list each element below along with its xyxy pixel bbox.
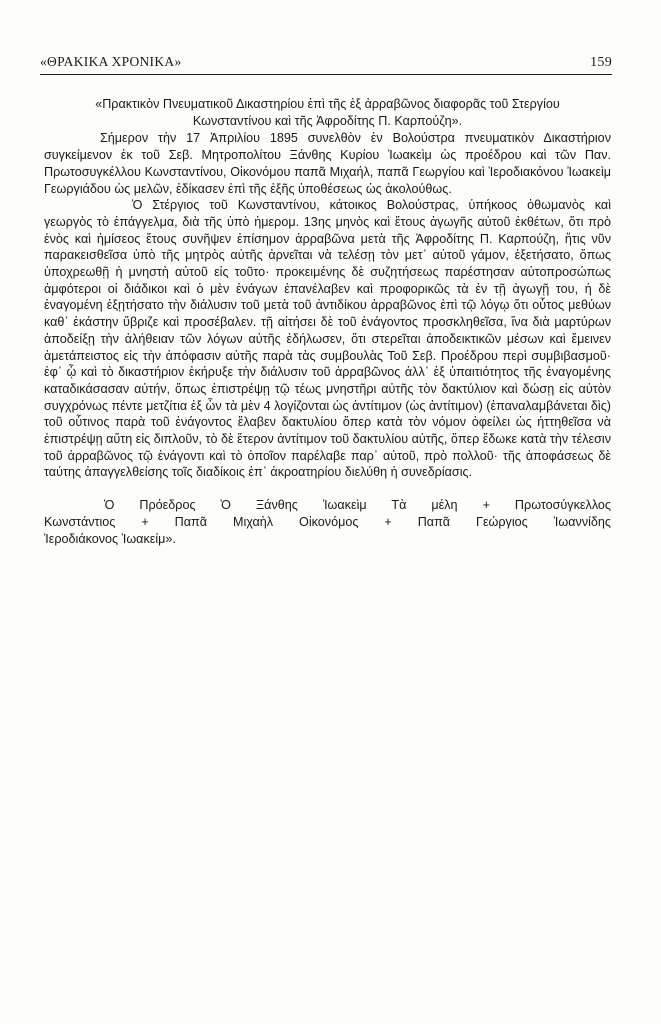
header-rule bbox=[40, 74, 612, 75]
paragraph-1: Σήμερον τὴν 17 Ἀπριλίου 1895 συνελθὸν ἐν Βολούστρα πνευματικὸν Δικαστήριον συγκείμενον ἐκ τοῦ Σεβ. Μητροπολίτου Ξάνθης Κυρίου Ἰωακεὶμ ὡς προέδρου καὶ τῶν Παν. Πρωτοσυγκέλλου Κωνσταντίνου, Οἰκονόμου παπᾶ Μιχαήλ, παπᾶ Γεωργίου καὶ Ἱεροδιακόνου Ἰωακεὶμ Γεωργιάδου ὡς μελῶν, ἐδίκασεν ἐπὶ τῆς ἑξῆς ὑποθέσεως ὡς ἀκολούθως. bbox=[44, 131, 611, 196]
paragraph-2: Ὁ Στέργιος τοῦ Κωνσταντίνου, κάτοικος Βολούστρας, ὑπήκοος ὀθωμανὸς καὶ γεωργὸς τὸ ἐπάγγελμα, διὰ τῆς ὑπὸ ἡμερομ. 13ης μηνὸς καὶ ἔτους ἀγωγῆς αὐτοῦ ἐκθέτων, ὅτι πρὸ ἑνὸς καὶ ἡμίσεος ἔτους συνῆψεν ἐπίσημον ἀρραβῶνα μετὰ τῆς Ἀφροδίτης Π. Καρπούζη, ἥτις νῦν παρακεισθεῖσα ὑπὸ τῆς μητρὸς αὐτῆς ἀρνεῖται νὰ τελέσῃ τὸν μετ᾿ αὐτοῦ γάμον, ἐξετήσατο, ὅπως ὑποχρεωθῇ ἡ μνηστὴ αὐτοῦ εἰς τοῦτο· προκειμένης δὲ συζητήσεως παρέστησαν αὐτοπροσώπως ἀμφότεροι οἱ διάδικοι καὶ ὁ μὲν ἐνάγων ἐπανέλαβεν καὶ προφορικῶς τὰ ἐν τῇ ἀγωγῇ του, ἡ δὲ ἐναγομένη ἐξῃτήσατο τὴν διάλυσιν τοῦ μετὰ τοῦ ἀντιδίκου ἀρραβῶνος ἐπὶ τῷ λόγῳ ὅτι οὗτος μεθύων καθ᾿ ἑκάστην ὕβριζε καὶ προσέβαλεν. τῇ αἰτήσει δὲ τοῦ ἐνάγοντος προσκληθεῖσα, ἵνα διὰ μαρτύρων ἀποδείξῃ τὴν ἀλήθειαν τῶν λόγων αὐτῆς ἐδήλωσεν, ὅτι στερεῖται ἀποδεικτικῶν μέσων καὶ ἔμεινεν ἀμετάπειστος εἰς τὴν ἀπόφασιν αὐτῆς παρὰ τὰς συμβουλὰς Τοῦ Σεβ. Προέδρου περὶ συμβιβασμοῦ· ἐφ᾿ ᾧ καὶ τὸ δικαστήριον ἐκήρυξε τὴν διάλυσιν τοῦ ἀρραβῶνος ἀλλ᾿ ἐξ ὑπαιτιότητος τῆς ἐναγομένης καταδικάσασαν αὐτήν, ὅπως ἐπιστρέψῃ τῷ τέως μνηστῆρι αὐτῆς τὸν δακτύλιον καὶ δώσῃ εἰς αὐτὸν συγχρόνως πέντε μετζίτια ἐξ ὧν τὰ μὲν 4 λογίζονται ὡς ἀντίτιμον (ὡς ἀντίτιμον) (ἐπαναλαμβάνεται δὶς) τοῦ οὗτινος παρὰ τοῦ ἐνάγοντος ἔλαβεν δακτυλίου ὅπερ κατὰ τὸν νόμον ὀφείλει ὡς ἡττηθεῖσα νὰ ἐπιστρέψῃ αὕτη εἰς διπλοῦν, τὸ δὲ ἕτερον ἀντίτιμον τοῦ δακτυλίου αὐτῆς, ὅπερ ἔδωκε κατὰ τὴν τέλεσιν τοῦ ἀρραβῶνος τῷ ἐνάγοντι καὶ τὸ ὁποῖον παρέλαβε παρ᾿ αὐτοῦ, πρὸ πολλοῦ· τῆς ἀποφάσεως δὲ ταύτης ἀπαγγελθείσης τοῖς διαδίκοις ἐπ᾿ ἀκροατηρίου διελύθη ἡ συνεδρίασις. bbox=[44, 198, 611, 480]
signature-line-1: Ὁ Πρόεδρος Ὁ Ξάνθης Ἰωακεὶμ Τὰ μέλη + Πρωτοσύγκελλος bbox=[104, 498, 611, 513]
signature-line-2: Κωνστάντιος + Παπᾶ Μιχαὴλ Οἰκονόμος + Παπᾶ Γεώργιος Ἰωαννίδης bbox=[44, 514, 611, 529]
document-body bbox=[44, 96, 611, 547]
running-head bbox=[40, 54, 612, 71]
document-heading: «Πρακτικὸν Πνευματικοῦ Δικαστηρίου ἐπὶ τῆς ἐξ ἀρραβῶνος διαφορᾶς τοῦ Στεργίου Κωνσταντίνου καὶ τῆς Ἀφροδίτης Π. Καρπούζη». bbox=[95, 97, 560, 128]
signature-line-3: Ἱεροδιάκονος Ἰωακείμ». bbox=[44, 531, 176, 546]
signatures-block bbox=[44, 497, 611, 547]
journal-title: «ΘΡΑΚΙΚΑ ΧΡΟΝΙΚΑ» bbox=[40, 54, 182, 69]
page-number: 159 bbox=[590, 55, 612, 70]
